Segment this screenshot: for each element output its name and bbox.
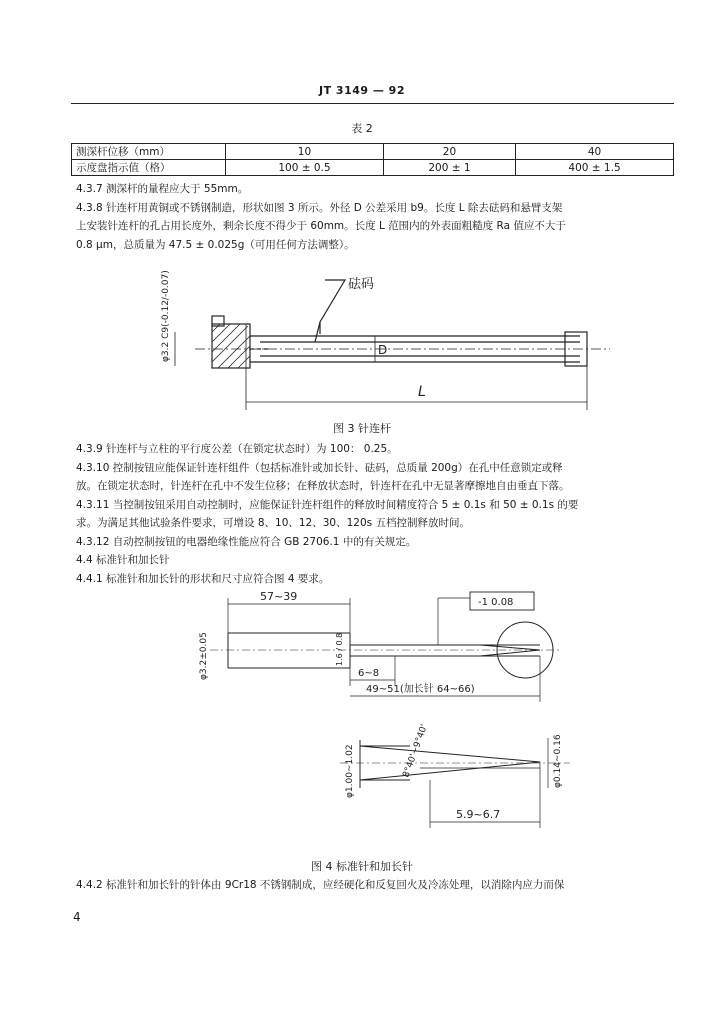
para-line: 4.3.11 当控制按钮采用自动控制时，应能保证针连杆组件的释放时间精度符合 5 ± 0.1s 和 50 ± 0.1s 的要 [76,498,579,511]
para-line: 4.4.1 标准针和加长针的形状和尺寸应符合图 4 要求。 [76,572,330,585]
label-dia: φ3.2 C9(-0.12/-0.07) [161,270,171,362]
dim-angle: 8°40'~9°40' [401,723,430,780]
figure-3-caption: 图 3 针连杆 [333,422,391,435]
dim-dia: φ3.2±0.05 [199,632,209,680]
table-cell: 200 ± 1 [383,160,515,176]
table-cell: 400 ± 1.5 [516,160,674,176]
standard-code: JT 3149 — 92 [318,84,405,97]
para-line: 4.3.8 针连杆用黄铜或不锈钢制造，形状如图 3 所示。外径 D 公差采用 b9。长度 L 除去砝码和悬臂支架 [76,201,563,214]
dim-tolerance: -1 0.08 [478,597,514,608]
table-cell: 测深杆位移（mm） [72,144,226,160]
dim-6-8: 6~8 [358,668,380,679]
para-line: 放。在锁定状态时，针连杆在孔中不发生位移；在释放状态时，针连杆在孔中无显著摩擦地自由垂直下落。 [76,480,570,492]
dim-cone: 5.9~6.7 [456,808,501,821]
page-number: 4 [73,910,81,924]
para-line: 4.3.12 自动控制按钮的电器绝缘性能应符合 GB 2706.1 中的有关规定。 [76,535,417,548]
table-row [72,160,674,176]
paragraph-block-top [76,180,676,254]
figure-4-drawing [180,588,580,860]
dim-long: 49~51(加长针 64~66) [366,684,475,695]
figure-3-drawing [150,262,620,412]
header-rule [71,103,674,104]
dim-small-dia: φ1.00~1.02 [345,744,355,798]
dim-mark: 1.6 / 0.8 [335,632,344,666]
para-line: 4.4.2 标准针和加长针的针体由 9Cr18 不锈钢制成，应经硬化和反复回火及冷冻处理，以消除内应力而保 [76,879,565,891]
table-row [72,144,674,160]
table-cell: 100 ± 0.5 [226,160,384,176]
table-cell: 20 [383,144,515,160]
para-line: 4.3.9 针连杆与立柱的平行度公差（在锁定状态时）为 100： 0.25。 [76,443,398,455]
table-cell: 40 [516,144,674,160]
table-cell: 示度盘指示值（格） [72,160,226,176]
dim-tip: φ0.14~0.16 [553,734,563,788]
para-line: 4.3.7 测深杆的量程应大于 55mm。 [76,183,249,195]
para-line: 4.3.10 控制按钮应能保证针连杆组件（包括标准针或加长针、砝码，总质量 200g）在孔中任意锁定或释 [76,461,563,474]
table-caption: 表 2 [351,122,373,135]
para-line: 0.8 μm，总质量为 47.5 ± 0.025g（可用任何方法调整）。 [76,238,355,251]
figure-4-caption: 图 4 标准针和加长针 [311,860,413,873]
paragraph-block-mid [76,440,676,588]
table-cell: 10 [226,144,384,160]
table-2 [71,143,674,176]
label-L: L [418,384,426,400]
label-weight: 砝码 [348,277,375,292]
para-line: 求。为满足其他试验条件要求，可增设 8、10、12、30、120s 五档控制释放时间。 [76,517,470,529]
para-line: 4.4 标准针和加长针 [76,554,170,566]
paragraph-block-bottom [76,876,676,895]
para-line: 上安装针连杆的孔占用长度外，剩余长度不得少于 60mm。长度 L 范围内的外表面粗糙度 Ra 值应不大于 [76,220,566,232]
label-D: D [378,343,388,357]
dim-57-39: 57~39 [260,590,298,603]
